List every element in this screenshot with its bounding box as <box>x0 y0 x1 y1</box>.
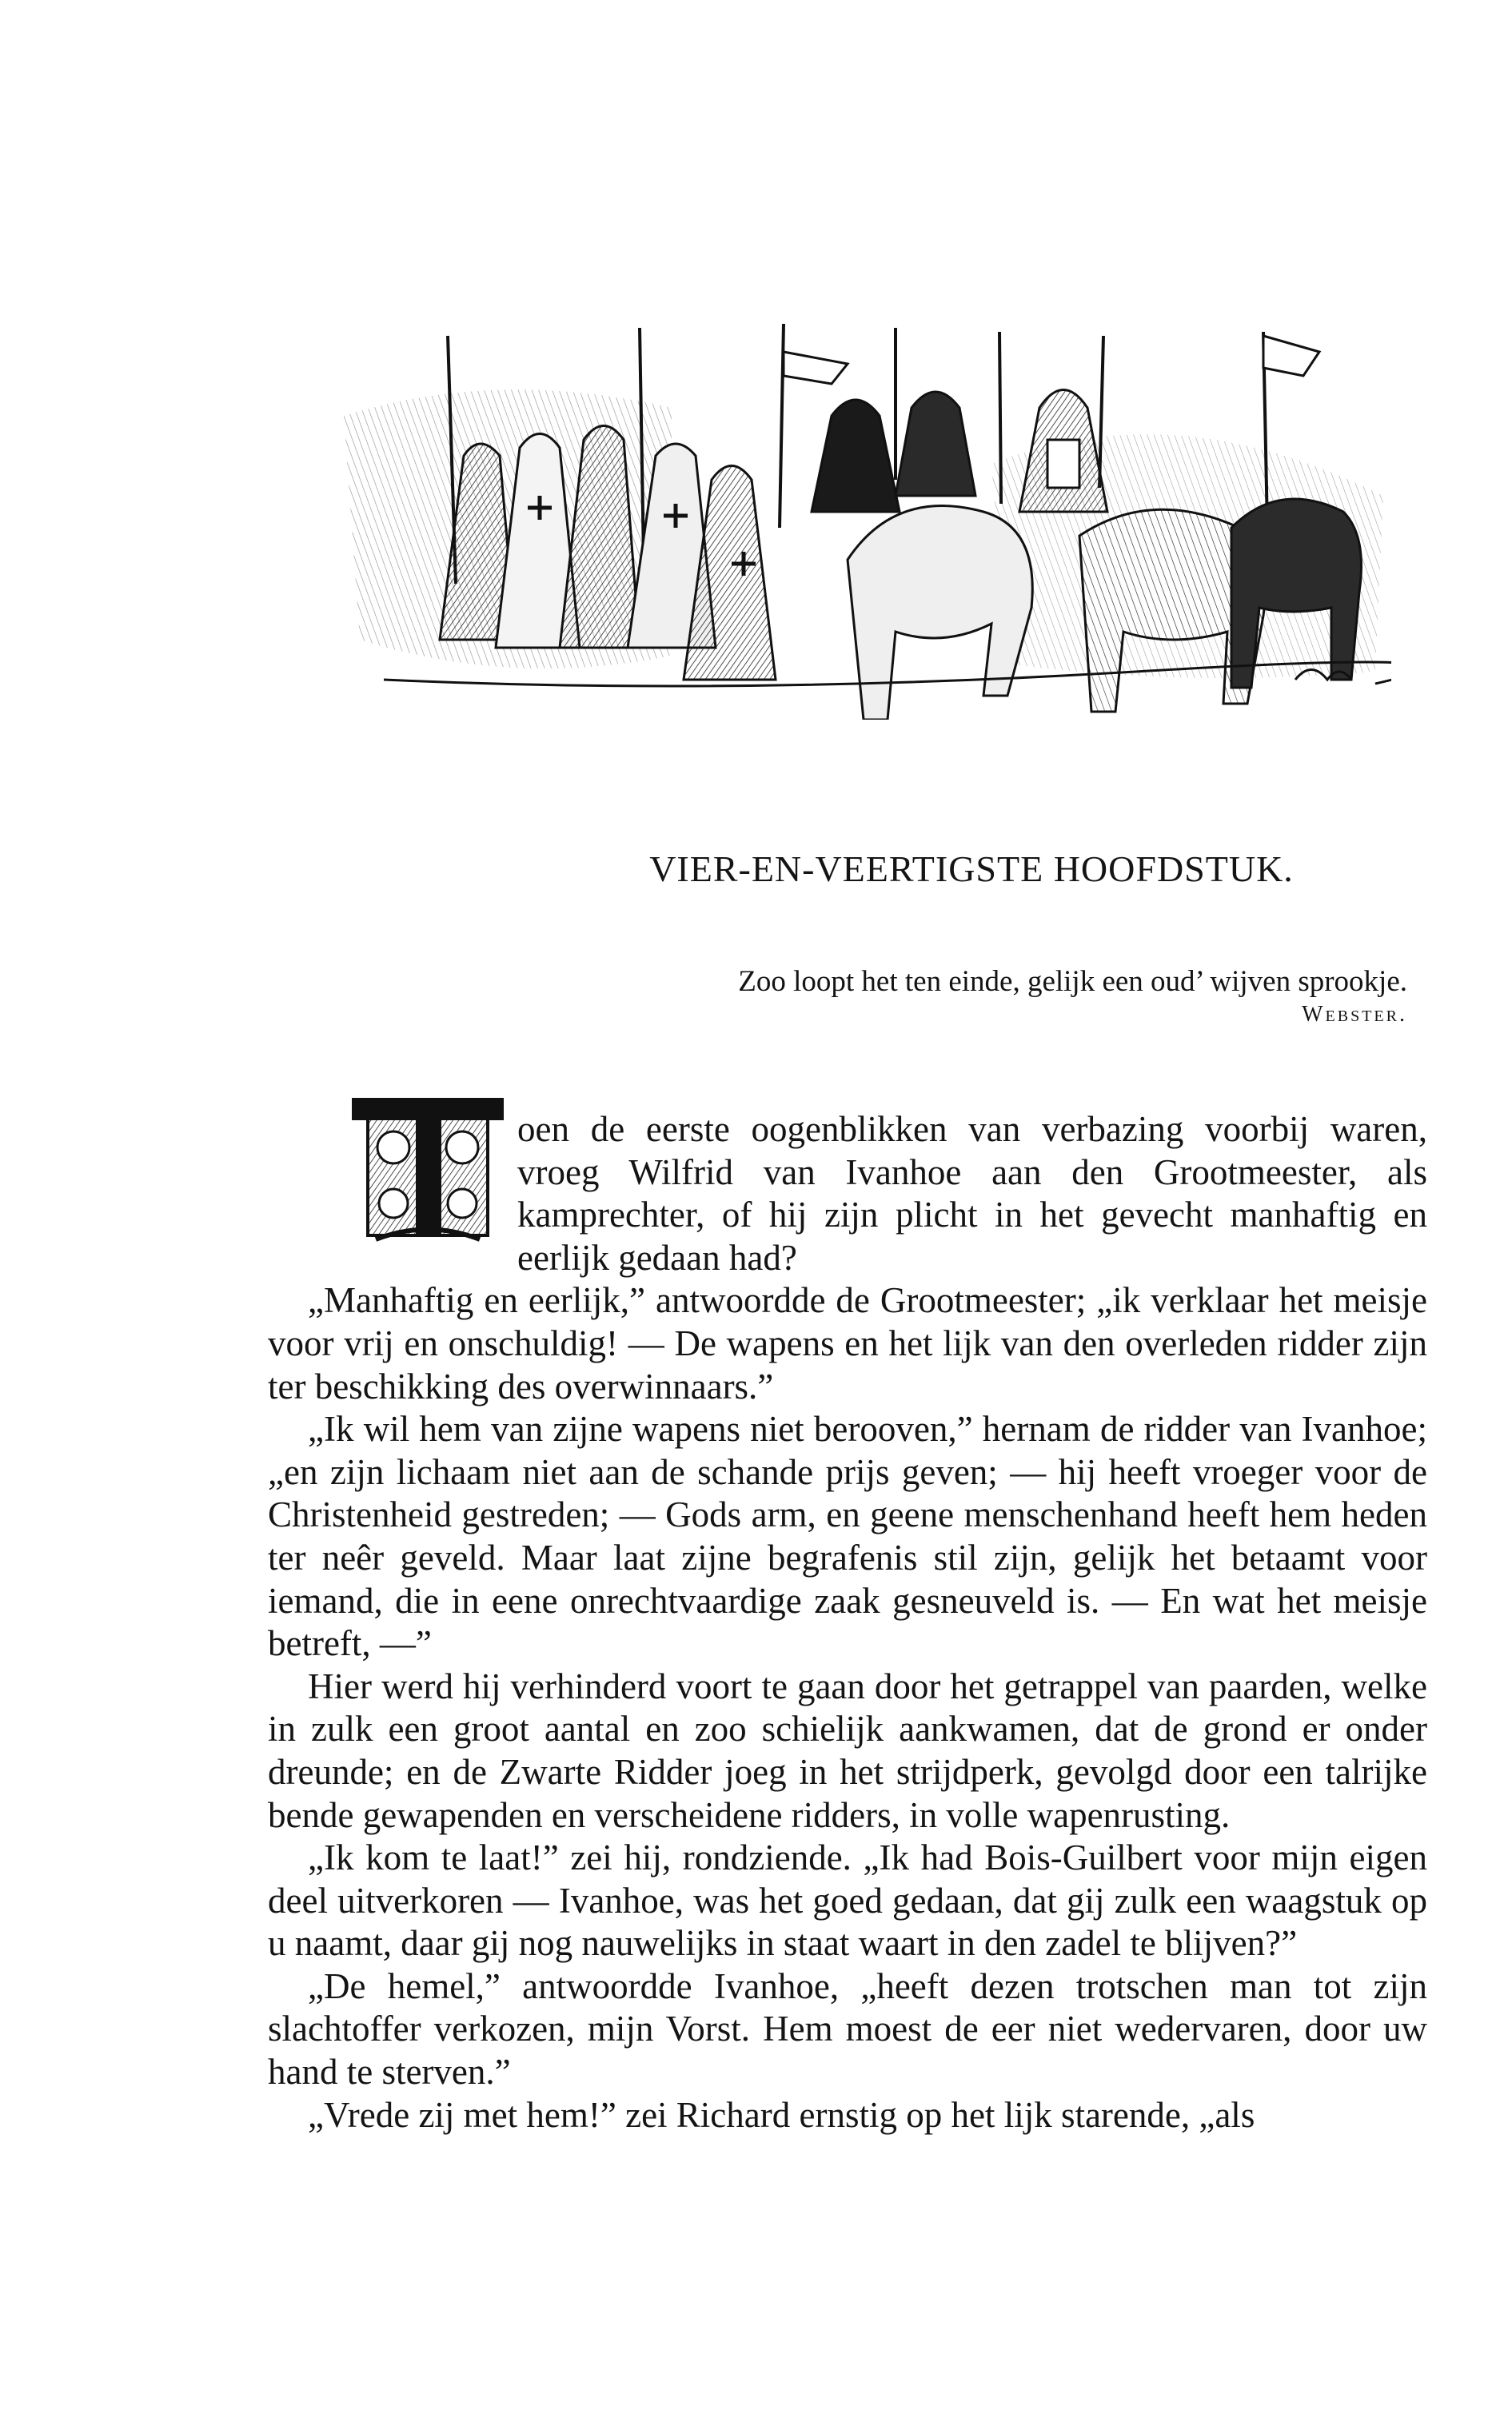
epigraph <box>608 964 1407 1027</box>
paragraph-1: oen de eerste oogenblikken van verbazing voorbij waren, vroeg Wilfrid van Ivanhoe aan den Grootmeester, als kamprechter, of hij zijn plicht in het gevecht manhaftig en eerlijk gedaan had? <box>517 1109 1427 1278</box>
paragraph-2: „Manhaftig en eerlijk,” antwoordde de Grootmeester; „ik verklaar het meisje voor vrij en onschuldig! — De wapens en het lijk van den overleden ridder zijn ter beschikking des overwinnaars.” <box>268 1280 1427 1407</box>
paragraph-7: „Vrede zij met hem!” zei Richard ernstig op het lijk starende, „als <box>308 2094 1255 2135</box>
paragraph-4: Hier werd hij verhinderd voort te gaan door het getrappel van paarden, welke in zulk een groot aantal en zoo schielijk aankwamen, dat de grond er onder dreunde; en de Zwarte Ridder joeg in het strijdperk, gevolgd door een talrijke bende gewapenden en verscheidene ridders, in volle wapenrusting. <box>268 1666 1427 1835</box>
epigraph-author: Webster. <box>1302 1002 1407 1027</box>
chapter-body-text <box>268 1108 1427 2137</box>
chapter-title: VIER-EN-VEERTIGSTE HOOFDSTUK. <box>649 848 1294 889</box>
engraving-illustration <box>336 320 1391 720</box>
paragraph-3: „Ik wil hem van zijne wapens niet berooven,” hernam de ridder van Ivanhoe; „en zijn lichaam niet aan de schande prijs geven; — hij heeft vroeger voor de Christenheid gestreden; — Gods arm, en geene menschenhand heeft hem heden ter neêr geveld. Maar laat zijne begrafenis stil zijn, gelijk het betaamt voor iemand, die in eene onrechtvaardige zaak gesneuveld is. — En wat het meisje betreft, —” <box>268 1409 1427 1664</box>
paragraph-6: „De hemel,” antwoordde Ivanhoe, „heeft dezen trotschen man tot zijn slachtoffer verkozen, mijn Vorst. Hem moest de eer niet wedervaren, door uw hand te sterven.” <box>268 1965 1427 2093</box>
initial-letter: T <box>427 1187 429 1188</box>
knights-scene-image <box>336 320 1391 720</box>
epigraph-quote: Zoo loopt het ten einde, gelijk een oud’ wijven sprookje. <box>738 965 1407 998</box>
paragraph-5: „Ik kom te laat!” zei hij, rondziende. „Ik had Bois-Guilbert voor mijn eigen deel uitverkoren — Ivanhoe, was het goed gedaan, dat gij zulk een waagstuk op u naamt, daar gij nog nauwelijks in staat waart in den zadel te blijven?” <box>268 1837 1427 1964</box>
